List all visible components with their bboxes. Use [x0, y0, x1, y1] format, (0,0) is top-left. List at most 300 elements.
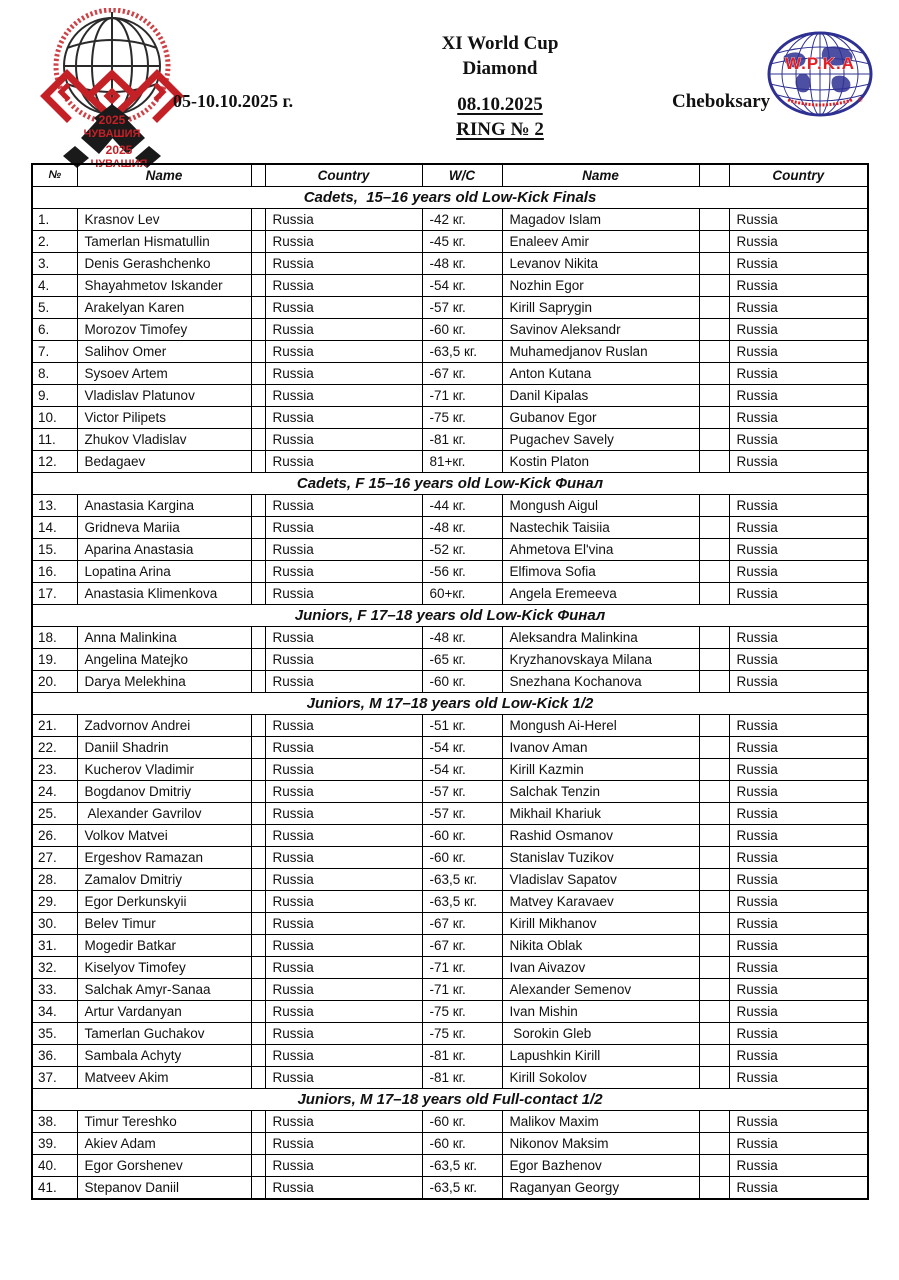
fighter2-country: Russia: [729, 539, 868, 561]
blank-cell: [699, 649, 729, 671]
fighter2-country: Russia: [729, 627, 868, 649]
weight-class: -60 кг.: [422, 825, 502, 847]
fighter2-name: Danil Kipalas: [502, 385, 699, 407]
table-row: [32, 1177, 868, 1200]
fighter2-country: Russia: [729, 1155, 868, 1177]
row-number: 19.: [32, 649, 77, 671]
fighter1-country: Russia: [265, 671, 422, 693]
fighter2-country: Russia: [729, 649, 868, 671]
fighter1-country: Russia: [265, 979, 422, 1001]
fighter1-country: Russia: [265, 341, 422, 363]
fighter1-name: Egor Derkunskyii: [77, 891, 251, 913]
blank-cell: [699, 297, 729, 319]
weight-class: -57 кг.: [422, 803, 502, 825]
fighter1-country: Russia: [265, 1111, 422, 1133]
fighter2-name: Mongush Aigul: [502, 495, 699, 517]
fighter2-country: Russia: [729, 847, 868, 869]
row-number: 9.: [32, 385, 77, 407]
row-number: 30.: [32, 913, 77, 935]
section-title: Juniors, M 17–18 years old Full-contact 1/2: [32, 1089, 868, 1111]
fighter1-name: Sambala Achyty: [77, 1045, 251, 1067]
weight-class: -71 кг.: [422, 385, 502, 407]
fighter1-name: Egor Gorshenev: [77, 1155, 251, 1177]
weight-class: -75 кг.: [422, 1001, 502, 1023]
blank-cell: [251, 957, 265, 979]
blank-cell: [699, 451, 729, 473]
table-row: [32, 649, 868, 671]
blank-cell: [251, 451, 265, 473]
fighter2-country: Russia: [729, 1133, 868, 1155]
blank-cell: [251, 561, 265, 583]
blank-cell: [251, 319, 265, 341]
fighter2-country: Russia: [729, 737, 868, 759]
blank-cell: [699, 913, 729, 935]
wpka-logo-graphic: [766, 30, 874, 122]
blank-cell: [251, 715, 265, 737]
weight-class: -57 кг.: [422, 297, 502, 319]
section-title: Juniors, F 17–18 years old Low-Kick Финал: [32, 605, 868, 627]
chuvashia-2025-emblem: [15, 8, 195, 173]
row-number: 2.: [32, 231, 77, 253]
row-number: 41.: [32, 1177, 77, 1200]
fighter2-country: Russia: [729, 297, 868, 319]
section-title: Juniors, M 17–18 years old Low-Kick 1/2: [32, 693, 868, 715]
fighter2-name: Kirill Saprygin: [502, 297, 699, 319]
fighter1-name: Anna Malinkina: [77, 627, 251, 649]
blank-cell: [699, 429, 729, 451]
table-row: [32, 1111, 868, 1133]
row-number: 38.: [32, 1111, 77, 1133]
weight-class: -60 кг.: [422, 847, 502, 869]
fighter2-name: Ahmetova El'vina: [502, 539, 699, 561]
weight-class: -63,5 кг.: [422, 341, 502, 363]
blank-cell: [699, 1177, 729, 1200]
weight-class: -60 кг.: [422, 319, 502, 341]
fighter1-country: Russia: [265, 1023, 422, 1045]
blank-cell: [251, 209, 265, 231]
fighter1-name: Aparina Anastasia: [77, 539, 251, 561]
emblem-region-bottom: ЧУВАШИЯ: [90, 158, 148, 168]
emblem-year-top: 2025: [98, 113, 126, 127]
fighter2-country: Russia: [729, 979, 868, 1001]
fighter1-country: Russia: [265, 847, 422, 869]
blank-cell: [699, 1133, 729, 1155]
table-row: [32, 1023, 868, 1045]
blank-cell: [699, 671, 729, 693]
weight-class: -67 кг.: [422, 913, 502, 935]
table-row: [32, 517, 868, 539]
fighter1-country: Russia: [265, 781, 422, 803]
fighter1-name: Artur Vardanyan: [77, 1001, 251, 1023]
col-header-country1: Country: [265, 164, 422, 187]
row-number: 13.: [32, 495, 77, 517]
blank-cell: [699, 363, 729, 385]
blank-cell: [251, 781, 265, 803]
row-number: 28.: [32, 869, 77, 891]
blank-cell: [251, 627, 265, 649]
fighter2-country: Russia: [729, 935, 868, 957]
fighter1-name: Darya Melekhina: [77, 671, 251, 693]
fighter1-name: Mogedir Batkar: [77, 935, 251, 957]
fighter1-country: Russia: [265, 1001, 422, 1023]
section-title: Cadets, F 15–16 years old Low-Kick Финал: [32, 473, 868, 495]
fighter2-name: Malikov Maxim: [502, 1111, 699, 1133]
blank-cell: [699, 1023, 729, 1045]
weight-class: -60 кг.: [422, 1111, 502, 1133]
event-date-range: 05-10.10.2025 г.: [173, 91, 294, 111]
table-row: [32, 561, 868, 583]
table-row: [32, 231, 868, 253]
table-row: [32, 1067, 868, 1089]
table-row: [32, 341, 868, 363]
weight-class: -60 кг.: [422, 671, 502, 693]
row-number: 5.: [32, 297, 77, 319]
fighter1-country: Russia: [265, 583, 422, 605]
fighter2-name: Kirill Mikhanov: [502, 913, 699, 935]
weight-class: -44 кг.: [422, 495, 502, 517]
fighter1-country: Russia: [265, 297, 422, 319]
event-city: Cheboksary: [672, 91, 771, 112]
blank-cell: [699, 275, 729, 297]
fighter2-country: Russia: [729, 385, 868, 407]
fighter1-name: Ergeshov Ramazan: [77, 847, 251, 869]
fighter1-name: Arakelyan Karen: [77, 297, 251, 319]
blank-cell: [251, 275, 265, 297]
blank-cell: [699, 231, 729, 253]
fighter1-country: Russia: [265, 649, 422, 671]
fighter2-name: Sorokin Gleb: [502, 1023, 699, 1045]
row-number: 10.: [32, 407, 77, 429]
blank-cell: [251, 1001, 265, 1023]
table-row: [32, 429, 868, 451]
event-day: 08.10.2025: [457, 94, 543, 115]
section-header-row: [32, 1089, 868, 1111]
blank-cell: [699, 539, 729, 561]
blank-cell: [699, 759, 729, 781]
blank-cell: [251, 539, 265, 561]
fighter1-name: Volkov Matvei: [77, 825, 251, 847]
blank-cell: [699, 319, 729, 341]
fighter1-name: Tamerlan Hismatullin: [77, 231, 251, 253]
blank-cell: [251, 1133, 265, 1155]
row-number: 3.: [32, 253, 77, 275]
fighter2-name: Vladislav Sapatov: [502, 869, 699, 891]
blank-cell: [699, 517, 729, 539]
fighter1-country: Russia: [265, 1133, 422, 1155]
table-row: [32, 363, 868, 385]
table-row: [32, 407, 868, 429]
blank-cell: [699, 385, 729, 407]
fighter2-name: Ivan Aivazov: [502, 957, 699, 979]
weight-class: -48 кг.: [422, 627, 502, 649]
col-header-number: №: [32, 164, 77, 187]
col-header-blank1: [251, 164, 265, 187]
table-row: [32, 1133, 868, 1155]
section-header-row: [32, 605, 868, 627]
row-number: 31.: [32, 935, 77, 957]
fighter2-name: Nastechik Taisiia: [502, 517, 699, 539]
row-number: 21.: [32, 715, 77, 737]
blank-cell: [251, 385, 265, 407]
row-number: 35.: [32, 1023, 77, 1045]
fighter2-country: Russia: [729, 253, 868, 275]
table-row: [32, 913, 868, 935]
fighter1-name: Bogdanov Dmitriy: [77, 781, 251, 803]
fighter1-name: Alexander Gavrilov: [77, 803, 251, 825]
table-row: [32, 737, 868, 759]
row-number: 25.: [32, 803, 77, 825]
blank-cell: [251, 847, 265, 869]
fighter2-name: Enaleev Amir: [502, 231, 699, 253]
fighter2-country: Russia: [729, 1067, 868, 1089]
col-header-name1: Name: [77, 164, 251, 187]
fighter1-country: Russia: [265, 517, 422, 539]
weight-class: -81 кг.: [422, 1067, 502, 1089]
table-row: [32, 583, 868, 605]
fighter1-country: Russia: [265, 891, 422, 913]
blank-cell: [251, 517, 265, 539]
table-row: [32, 253, 868, 275]
blank-cell: [251, 363, 265, 385]
fighter2-name: Magadov Islam: [502, 209, 699, 231]
fighter1-country: Russia: [265, 1155, 422, 1177]
fighter2-name: Gubanov Egor: [502, 407, 699, 429]
blank-cell: [251, 1045, 265, 1067]
blank-cell: [699, 869, 729, 891]
emblem-year-bottom: 2025: [105, 143, 133, 157]
fighter1-country: Russia: [265, 935, 422, 957]
bout-table-body: [32, 187, 868, 1200]
fighter2-name: Lapushkin Kirill: [502, 1045, 699, 1067]
section-header-row: [32, 187, 868, 209]
fighter2-country: Russia: [729, 209, 868, 231]
blank-cell: [251, 737, 265, 759]
blank-cell: [251, 671, 265, 693]
fighter2-country: Russia: [729, 275, 868, 297]
row-number: 18.: [32, 627, 77, 649]
fighter1-country: Russia: [265, 451, 422, 473]
blank-cell: [251, 231, 265, 253]
fighter1-country: Russia: [265, 539, 422, 561]
blank-cell: [699, 957, 729, 979]
blank-cell: [699, 341, 729, 363]
row-number: 39.: [32, 1133, 77, 1155]
fighter2-name: Matvey Karavaev: [502, 891, 699, 913]
fighter1-name: Bedagaev: [77, 451, 251, 473]
weight-class: -63,5 кг.: [422, 869, 502, 891]
row-number: 32.: [32, 957, 77, 979]
weight-class: -48 кг.: [422, 253, 502, 275]
column-header-row: [32, 164, 868, 187]
weight-class: -75 кг.: [422, 1023, 502, 1045]
event-title-line2: Diamond: [462, 58, 538, 79]
fighter2-name: Nozhin Egor: [502, 275, 699, 297]
fighter1-name: Kiselyov Timofey: [77, 957, 251, 979]
wpka-letters: W.P.K.A: [785, 54, 855, 73]
blank-cell: [699, 891, 729, 913]
fighter1-country: Russia: [265, 869, 422, 891]
fighter1-name: Krasnov Lev: [77, 209, 251, 231]
fighter2-country: Russia: [729, 1111, 868, 1133]
fighter2-name: Kryzhanovskaya Milana: [502, 649, 699, 671]
fighter2-name: Raganyan Georgy: [502, 1177, 699, 1200]
weight-class: -81 кг.: [422, 1045, 502, 1067]
fighter1-country: Russia: [265, 275, 422, 297]
blank-cell: [699, 583, 729, 605]
row-number: 17.: [32, 583, 77, 605]
blank-cell: [699, 935, 729, 957]
blank-cell: [699, 495, 729, 517]
row-number: 34.: [32, 1001, 77, 1023]
fighter1-country: Russia: [265, 429, 422, 451]
fighter2-name: Egor Bazhenov: [502, 1155, 699, 1177]
fighter1-country: Russia: [265, 209, 422, 231]
blank-cell: [699, 803, 729, 825]
fighter1-name: Vladislav Platunov: [77, 385, 251, 407]
weight-class: -63,5 кг.: [422, 1155, 502, 1177]
blank-cell: [699, 1155, 729, 1177]
fighter2-name: Nikita Oblak: [502, 935, 699, 957]
row-number: 14.: [32, 517, 77, 539]
table-row: [32, 671, 868, 693]
blank-cell: [699, 825, 729, 847]
fighter2-country: Russia: [729, 957, 868, 979]
fighter2-country: Russia: [729, 319, 868, 341]
fighter2-country: Russia: [729, 517, 868, 539]
weight-class: -42 кг.: [422, 209, 502, 231]
row-number: 29.: [32, 891, 77, 913]
blank-cell: [699, 1067, 729, 1089]
fighter1-name: Sysoev Artem: [77, 363, 251, 385]
fighter1-name: Zadvornov Andrei: [77, 715, 251, 737]
blank-cell: [251, 583, 265, 605]
blank-cell: [251, 495, 265, 517]
emblem-region-top: ЧУВАШИЯ: [83, 128, 141, 140]
fighter2-country: Russia: [729, 561, 868, 583]
blank-cell: [699, 407, 729, 429]
weight-class: -81 кг.: [422, 429, 502, 451]
fighter2-name: Alexander Semenov: [502, 979, 699, 1001]
table-row: [32, 1001, 868, 1023]
table-row: [32, 1155, 868, 1177]
weight-class: -60 кг.: [422, 1133, 502, 1155]
weight-class: -71 кг.: [422, 957, 502, 979]
fighter1-country: Russia: [265, 231, 422, 253]
fighter1-country: Russia: [265, 495, 422, 517]
fighter1-country: Russia: [265, 1045, 422, 1067]
fighter1-country: Russia: [265, 913, 422, 935]
blank-cell: [251, 253, 265, 275]
blank-cell: [251, 869, 265, 891]
fighter2-country: Russia: [729, 1001, 868, 1023]
weight-class: -56 кг.: [422, 561, 502, 583]
fighter1-name: Salchak Amyr-Sanaa: [77, 979, 251, 1001]
blank-cell: [251, 649, 265, 671]
table-row: [32, 825, 868, 847]
fighter2-country: Russia: [729, 363, 868, 385]
fighter1-country: Russia: [265, 363, 422, 385]
fighter2-name: Anton Kutana: [502, 363, 699, 385]
weight-class: -67 кг.: [422, 363, 502, 385]
fighter1-country: Russia: [265, 759, 422, 781]
fighter1-name: Lopatina Arina: [77, 561, 251, 583]
row-number: 40.: [32, 1155, 77, 1177]
row-number: 37.: [32, 1067, 77, 1089]
section-header-row: [32, 473, 868, 495]
weight-class: 60+кг.: [422, 583, 502, 605]
fighter1-name: Daniil Shadrin: [77, 737, 251, 759]
blank-cell: [251, 407, 265, 429]
fighter2-country: Russia: [729, 429, 868, 451]
fighter2-country: Russia: [729, 671, 868, 693]
row-number: 8.: [32, 363, 77, 385]
table-row: [32, 539, 868, 561]
row-number: 26.: [32, 825, 77, 847]
table-row: [32, 1045, 868, 1067]
fighter1-country: Russia: [265, 957, 422, 979]
blank-cell: [699, 847, 729, 869]
ring-number: RING № 2: [456, 119, 544, 140]
table-row: [32, 385, 868, 407]
fighter1-name: Victor Pilipets: [77, 407, 251, 429]
blank-cell: [699, 737, 729, 759]
blank-cell: [251, 891, 265, 913]
blank-cell: [251, 913, 265, 935]
table-row: [32, 495, 868, 517]
fighter1-name: Stepanov Daniil: [77, 1177, 251, 1200]
fighter2-country: Russia: [729, 1045, 868, 1067]
weight-class: -48 кг.: [422, 517, 502, 539]
table-row: [32, 781, 868, 803]
fighter2-country: Russia: [729, 781, 868, 803]
fighter2-name: Stanislav Tuzikov: [502, 847, 699, 869]
fighter1-name: Morozov Timofey: [77, 319, 251, 341]
fighter1-name: Angelina Matejko: [77, 649, 251, 671]
table-row: [32, 715, 868, 737]
fighter2-country: Russia: [729, 495, 868, 517]
blank-cell: [699, 1045, 729, 1067]
fighter1-country: Russia: [265, 715, 422, 737]
fighter1-country: Russia: [265, 253, 422, 275]
fighter1-name: Matveev Akim: [77, 1067, 251, 1089]
table-row: [32, 209, 868, 231]
row-number: 23.: [32, 759, 77, 781]
blank-cell: [699, 1111, 729, 1133]
fighter2-country: Russia: [729, 715, 868, 737]
blank-cell: [699, 781, 729, 803]
weight-class: -57 кг.: [422, 781, 502, 803]
fighter1-country: Russia: [265, 407, 422, 429]
blank-cell: [251, 429, 265, 451]
ring-date-block: [330, 92, 670, 142]
blank-cell: [251, 803, 265, 825]
row-number: 7.: [32, 341, 77, 363]
blank-cell: [251, 1177, 265, 1200]
row-number: 20.: [32, 671, 77, 693]
row-number: 15.: [32, 539, 77, 561]
fighter2-country: Russia: [729, 407, 868, 429]
weight-class: -51 кг.: [422, 715, 502, 737]
blank-cell: [699, 627, 729, 649]
fighter1-name: Kucherov Vladimir: [77, 759, 251, 781]
fighter2-name: Mongush Ai-Herel: [502, 715, 699, 737]
fighter1-name: Salihov Omer: [77, 341, 251, 363]
event-title-line1: XI World Cup: [441, 33, 559, 54]
table-row: [32, 451, 868, 473]
blank-cell: [251, 1155, 265, 1177]
col-header-name2: Name: [502, 164, 699, 187]
row-number: 4.: [32, 275, 77, 297]
